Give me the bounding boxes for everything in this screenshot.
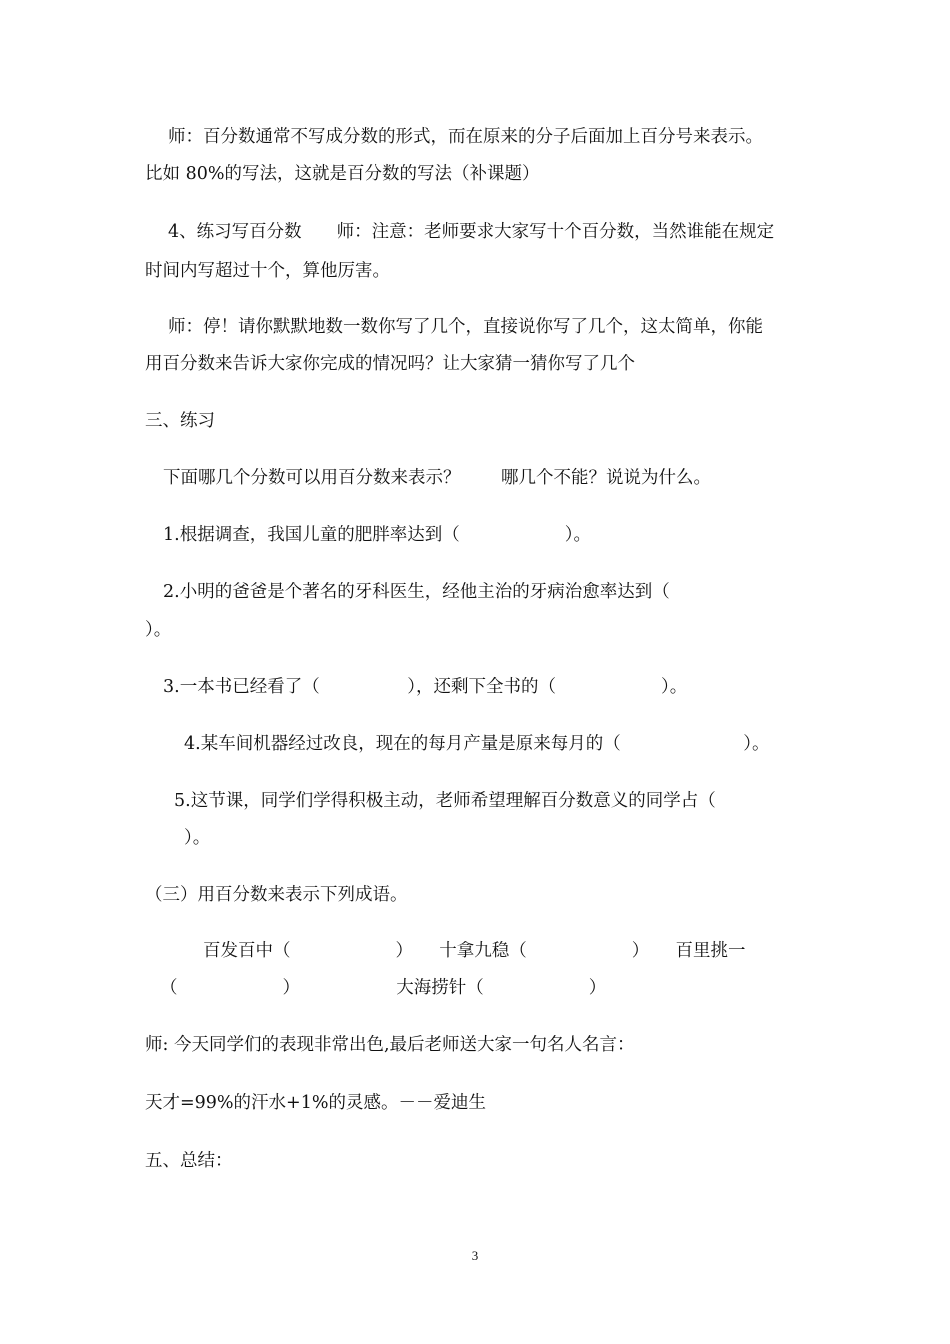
quote-line: 天才=99%的汗水+1%的灵感。－－爱迪生 (145, 1093, 486, 1113)
exercise-item: ）。 (145, 620, 172, 640)
paragraph-line: 师：百分数通常不写成分数的形式，而在原来的分子后面加上百分号来表示。 (168, 127, 763, 147)
paragraph-line: 师: 今天同学们的表现非常出色,最后老师送大家一句名人名言： (145, 1035, 635, 1055)
exercise-item: 1.根据调查，我国儿童的肥胖率达到（ ）。 (163, 525, 591, 545)
paragraph-line: 用百分数来告诉大家你完成的情况吗？让大家猜一猜你写了几个 (145, 354, 635, 374)
section-heading: 三、练习 (145, 411, 215, 431)
section-heading: 五、总结： (145, 1151, 233, 1171)
exercise-item: 2.小明的爸爸是个著名的牙科医生，经他主治的牙病治愈率达到（ (163, 582, 670, 602)
exercise-item: 3.一本书已经看了（ ），还剩下全书的（ ）。 (163, 677, 688, 697)
exercise-item: ）。 (184, 828, 211, 848)
paragraph-line: 比如 80%的写法，这就是百分数的写法（补课题） (145, 164, 540, 184)
paragraph-line: 时间内写超过十个，算他厉害。 (145, 261, 390, 281)
paragraph-line: 师：停！请你默默地数一数你写了几个，直接说你写了几个，这太简单，你能 (168, 317, 763, 337)
idiom-line: （ ） 大海捞针（ ） (160, 978, 607, 998)
exercise-item: 5.这节课，同学们学得积极主动，老师希望理解百分数意义的同学占（ (174, 791, 716, 811)
page-number: 3 (471, 1248, 479, 1263)
exercise-item: 4.某车间机器经过改良，现在的每月产量是原来每月的（ ）。 (184, 734, 770, 754)
idiom-line: 百发百中（ ） 十拿九稳（ ） 百里挑一 (203, 941, 746, 961)
exercise-prompt: 下面哪几个分数可以用百分数来表示？ 哪几个不能？说说为什么。 (163, 468, 712, 488)
section-heading: （三）用百分数来表示下列成语。 (145, 885, 408, 905)
paragraph-line: 4、练习写百分数 师：注意：老师要求大家写十个百分数，当然谁能在规定 (168, 222, 775, 242)
